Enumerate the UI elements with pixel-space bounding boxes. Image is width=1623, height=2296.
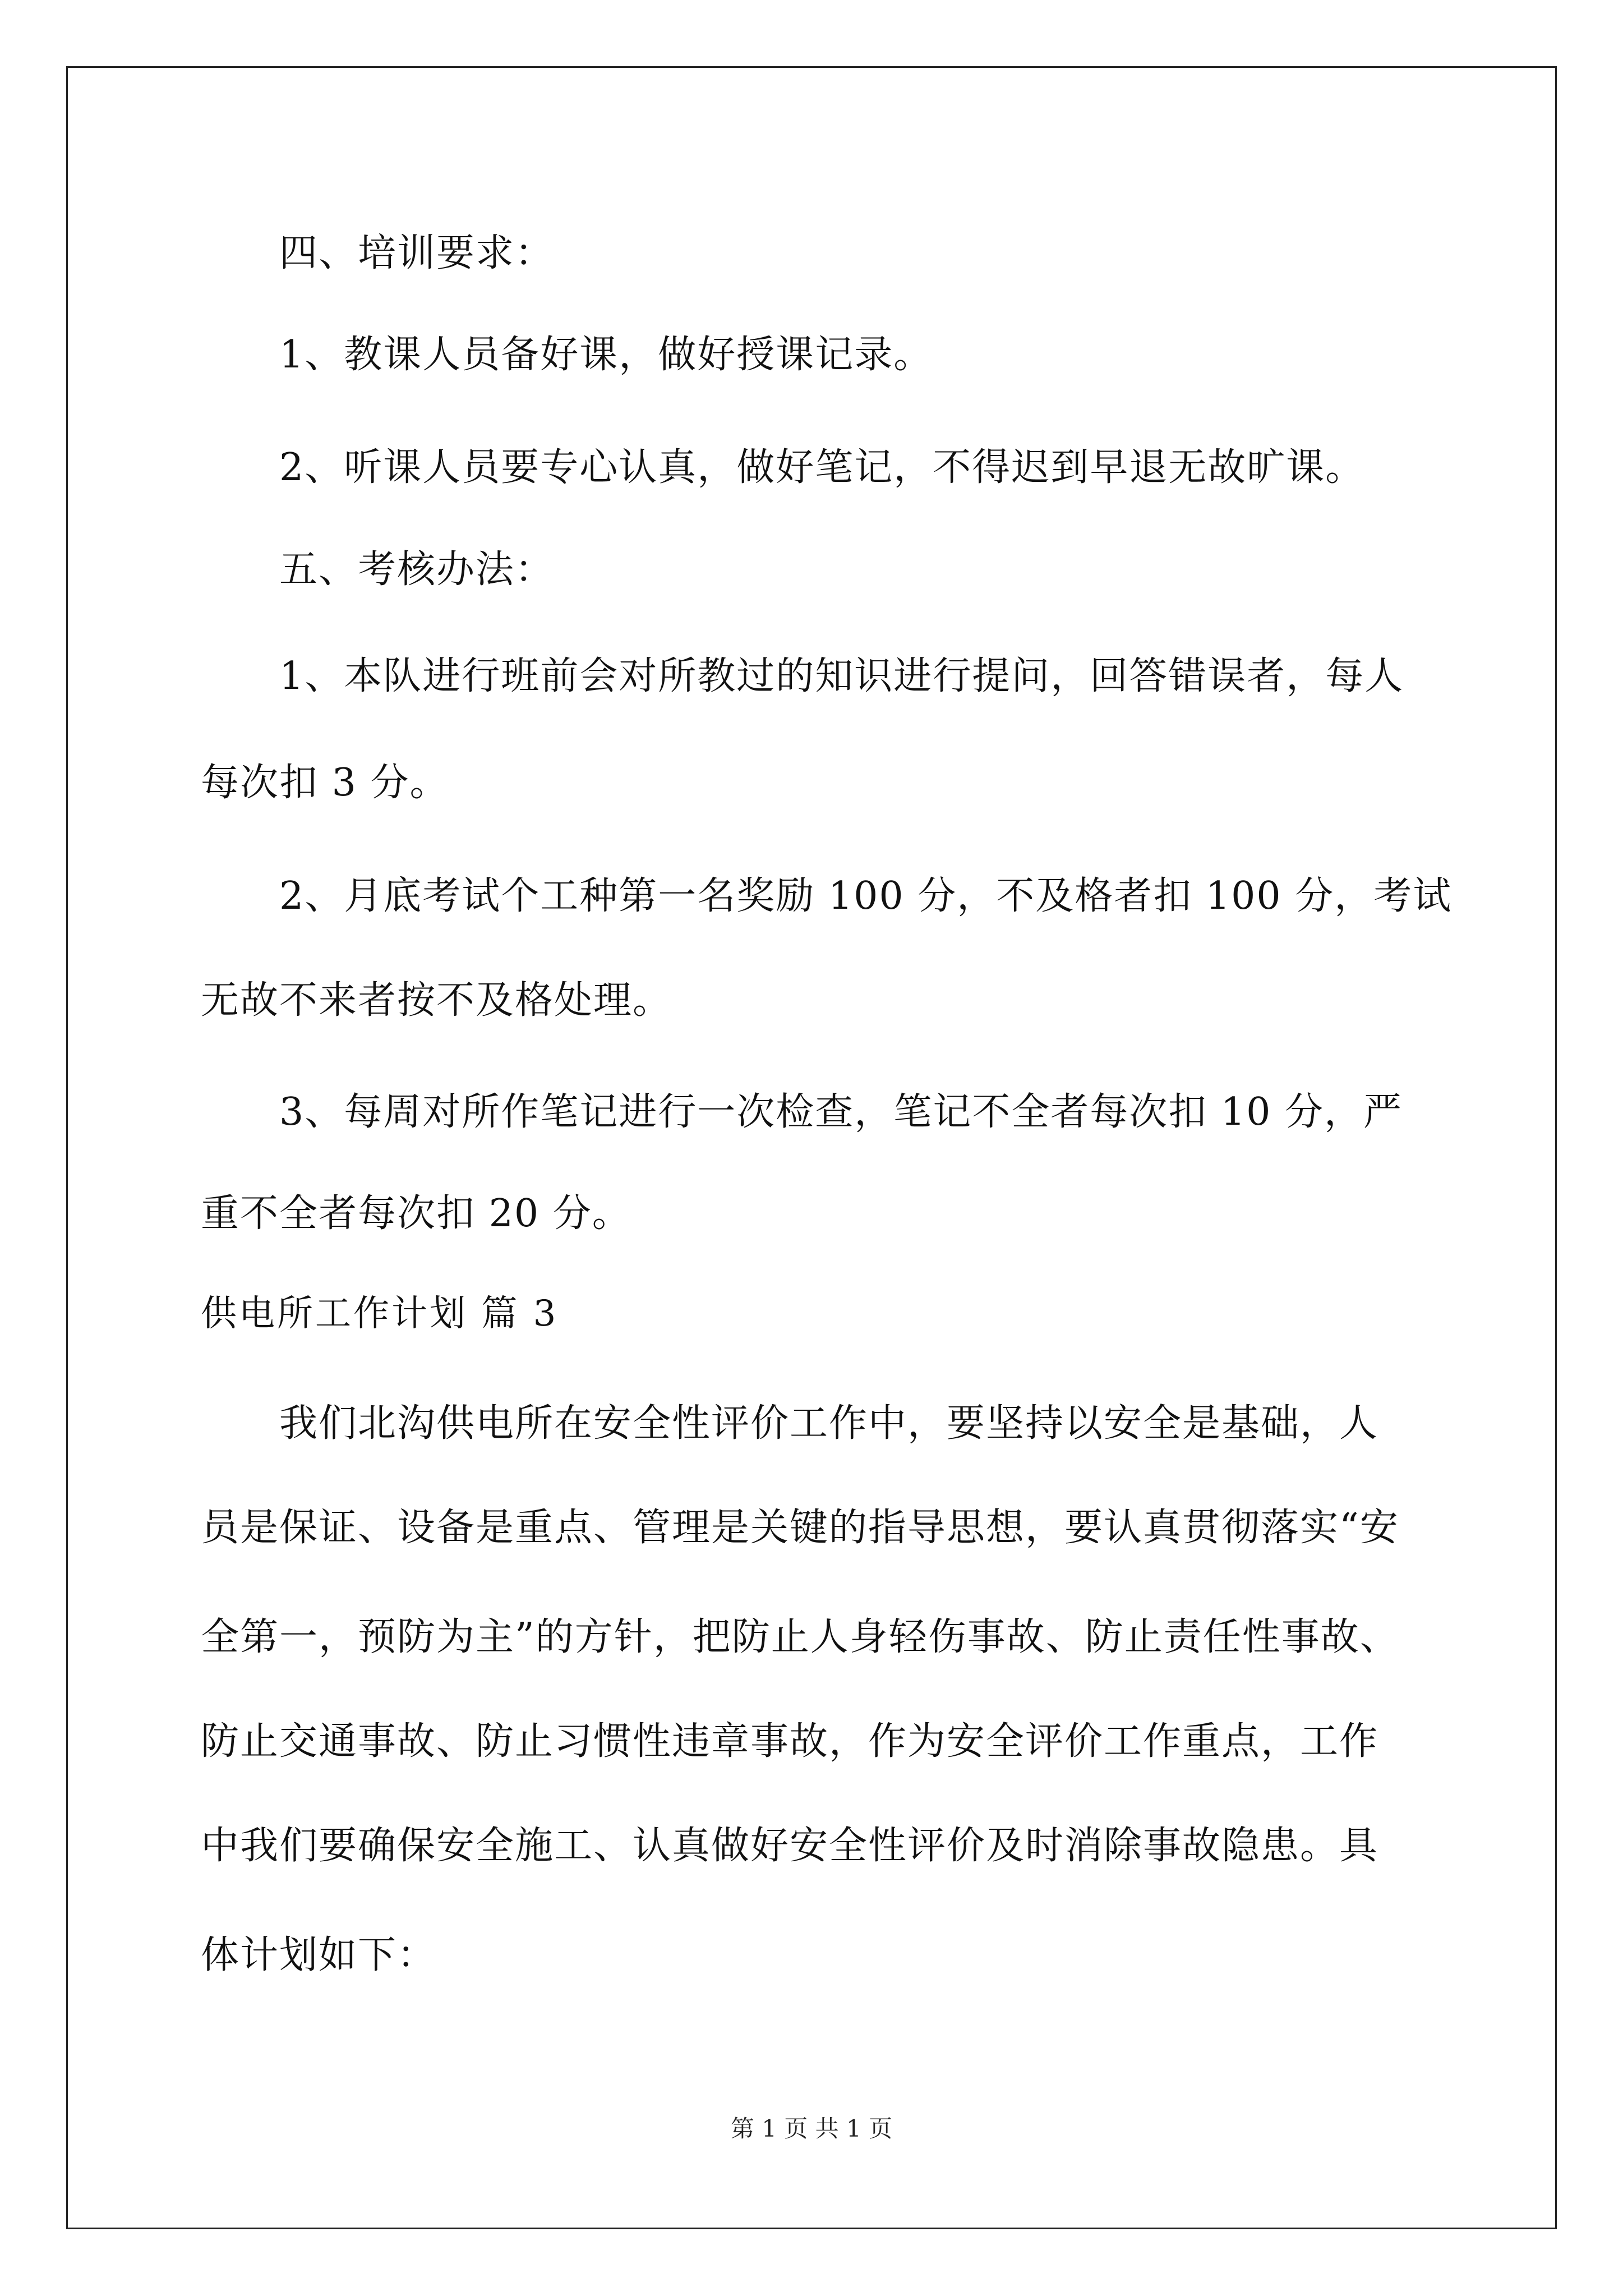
paragraph-line: 体计划如下： (201, 1933, 437, 1977)
paragraph-line: 3、每周对所作笔记进行一次检查，笔记不全者每次扣 10 分，严 (279, 1090, 1403, 1134)
paragraph-line: 每次扣 3 分。 (201, 761, 449, 805)
paragraph-line: 重不全者每次扣 20 分。 (201, 1191, 631, 1236)
paragraph-line: 无故不来者按不及格处理。 (201, 978, 672, 1023)
paragraph-line: 防止交通事故、防止习惯性违章事故，作为安全评价工作重点，工作 (201, 1719, 1379, 1764)
paragraph-line: 中我们要确保安全施工、认真做好安全性评价及时消除事故隐患。具 (201, 1824, 1379, 1868)
paragraph-line: 2、听课人员要专心认真，做好笔记，不得迟到早退无故旷课。 (279, 445, 1365, 490)
section-heading-assessment: 五、考核办法： (279, 547, 555, 592)
paragraph-line: 员是保证、设备是重点、管理是关键的指导思想，要认真贯彻落实“安 (201, 1506, 1399, 1550)
page-number-footer: 第 1 页 共 1 页 (730, 2115, 893, 2142)
paragraph-line: 我们北沟供电所在安全性评价工作中，要坚持以安全是基础，人 (279, 1401, 1379, 1446)
document-section-title: 供电所工作计划 篇 3 (201, 1293, 559, 1335)
paragraph-line: 2、月底考试个工种第一名奖励 100 分，不及格者扣 100 分，考试 (279, 874, 1453, 918)
page-border (66, 66, 1557, 2229)
paragraph-line: 1、教课人员备好课，做好授课记录。 (279, 333, 933, 377)
paragraph-line: 全第一，预防为主”的方针，把防止人身轻伤事故、防止责任性事故、 (201, 1615, 1399, 1659)
section-heading-training-requirements: 四、培训要求： (279, 231, 555, 275)
paragraph-line: 1、本队进行班前会对所教过的知识进行提问，回答错误者，每人 (279, 654, 1404, 698)
